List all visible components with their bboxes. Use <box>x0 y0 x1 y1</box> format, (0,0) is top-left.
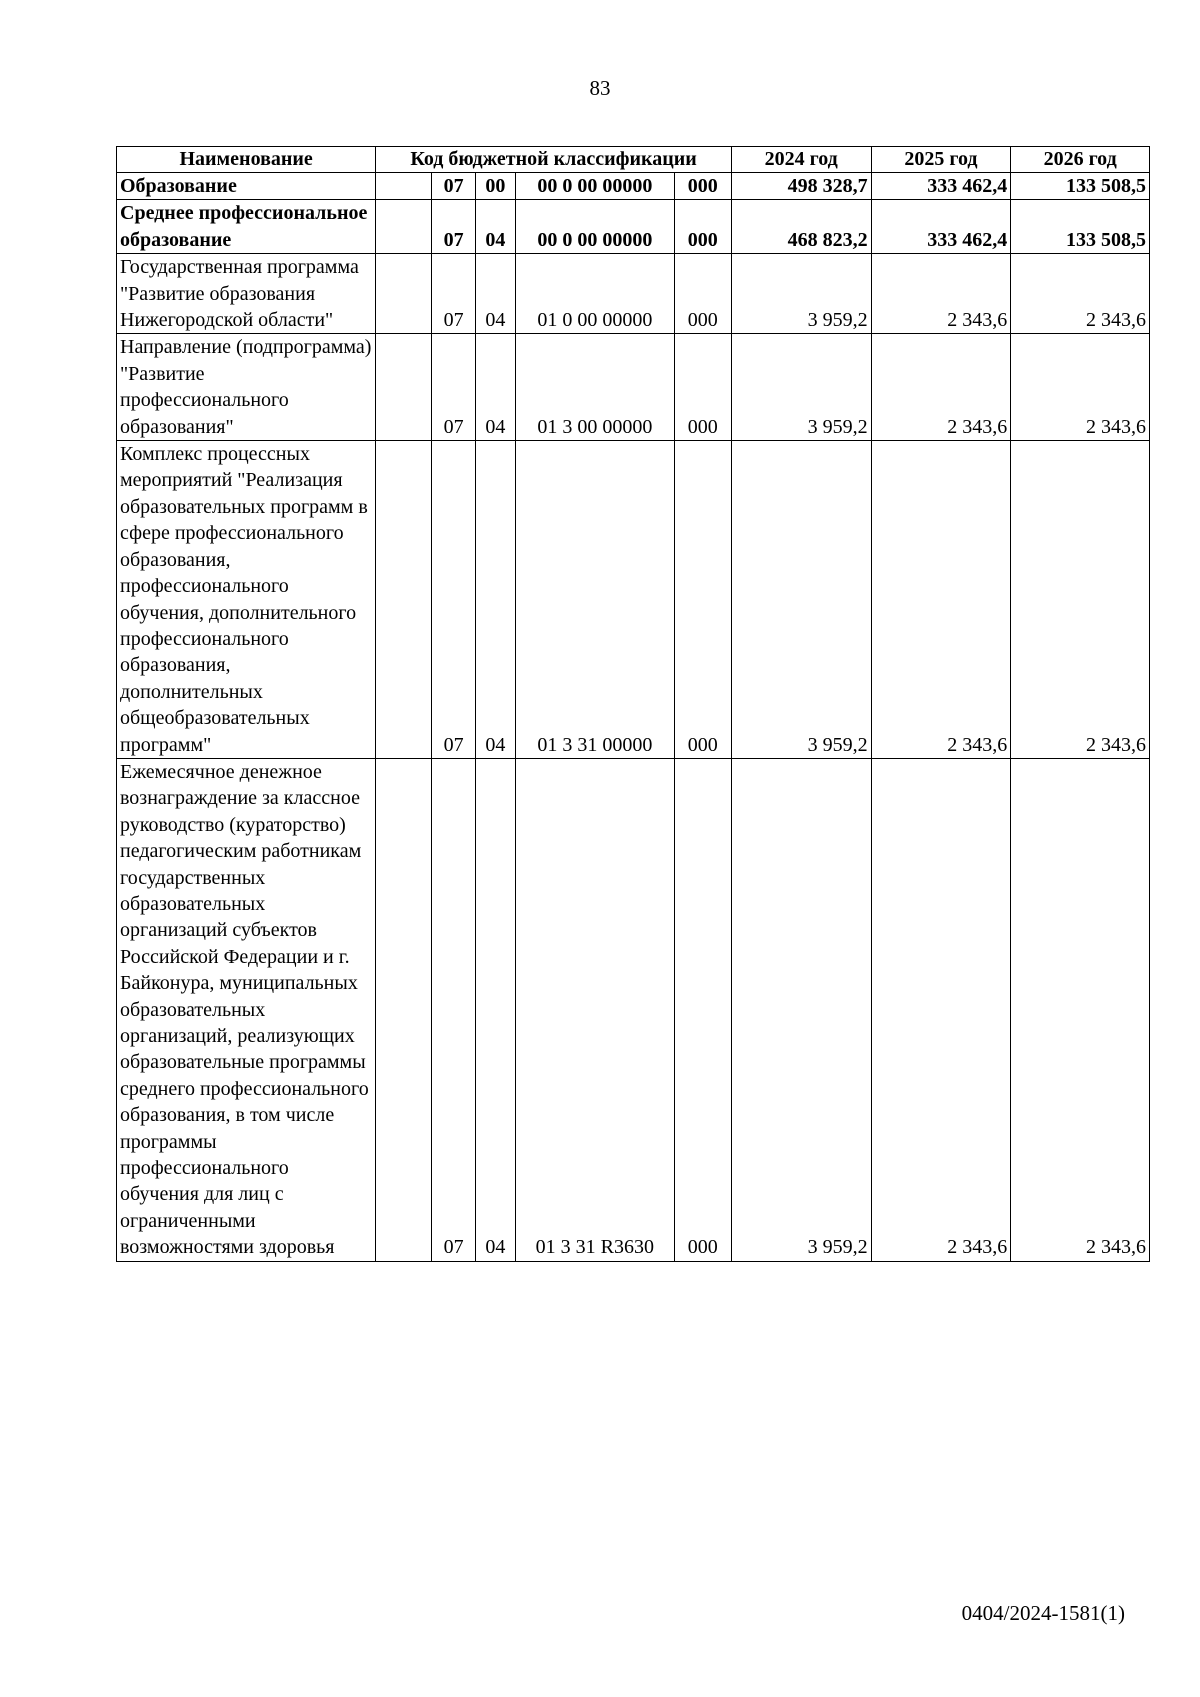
header-2024: 2024 год <box>731 147 871 173</box>
row-value-2024: 3 959,2 <box>731 758 871 1261</box>
row-blank-cell <box>376 334 432 441</box>
page-number: 83 <box>589 76 611 100</box>
row-code-target: 01 3 00 00000 <box>515 334 674 441</box>
row-code-target: 01 3 31 00000 <box>515 441 674 759</box>
row-code-target: 00 0 00 00000 <box>515 200 674 254</box>
row-name: Среднее профессиональное образование <box>117 200 376 254</box>
row-code-type: 000 <box>674 254 731 334</box>
table-row <box>117 200 1150 254</box>
header-code: Код бюджетной классификации <box>376 147 732 173</box>
row-value-2025: 2 343,6 <box>871 254 1011 334</box>
table-row <box>117 173 1150 200</box>
row-code-section: 07 <box>432 758 475 1261</box>
row-blank-cell <box>376 254 432 334</box>
row-value-2024: 468 823,2 <box>731 200 871 254</box>
row-code-section: 07 <box>432 200 475 254</box>
row-blank-cell <box>376 441 432 759</box>
row-value-2026: 2 343,6 <box>1011 758 1150 1261</box>
row-value-2024: 498 328,7 <box>731 173 871 200</box>
row-code-target: 01 0 00 00000 <box>515 254 674 334</box>
row-value-2024: 3 959,2 <box>731 254 871 334</box>
table-row <box>117 254 1150 334</box>
row-code-type: 000 <box>674 758 731 1261</box>
row-code-subsection: 00 <box>475 173 515 200</box>
row-value-2025: 2 343,6 <box>871 334 1011 441</box>
row-code-type: 000 <box>674 334 731 441</box>
row-value-2026: 133 508,5 <box>1011 173 1150 200</box>
row-value-2024: 3 959,2 <box>731 441 871 759</box>
row-code-subsection: 04 <box>475 441 515 759</box>
budget-table <box>116 146 1150 1262</box>
row-code-section: 07 <box>432 334 475 441</box>
header-name: Наименование <box>117 147 376 173</box>
row-code-subsection: 04 <box>475 758 515 1261</box>
row-name: Образование <box>117 173 376 200</box>
row-name: Направление (подпрограмма) "Развитие профессионального образования" <box>117 334 376 441</box>
row-value-2026: 133 508,5 <box>1011 200 1150 254</box>
row-blank-cell <box>376 173 432 200</box>
row-value-2026: 2 343,6 <box>1011 334 1150 441</box>
row-name: Комплекс процессных мероприятий "Реализация образовательных программ в сфере профессионального образования, профессионального обучения, дополнительного профессионального образования, дополнительных общеобразовательных программ" <box>117 441 376 759</box>
row-value-2026: 2 343,6 <box>1011 254 1150 334</box>
row-blank-cell <box>376 758 432 1261</box>
row-name: Ежемесячное денежное вознаграждение за классное руководство (кураторство) педагогическим работникам государственных образовательных организаций субъектов Российской Федерации и г. Байконура, муниципальных образовательных организаций, реализующих образовательные программы среднего профессионального образования, в том числе программы профессионального обучения для лиц с ограниченными возможностями здоровья <box>117 758 376 1261</box>
row-code-type: 000 <box>674 441 731 759</box>
row-value-2025: 2 343,6 <box>871 758 1011 1261</box>
row-code-target: 01 3 31 R3630 <box>515 758 674 1261</box>
row-value-2024: 3 959,2 <box>731 334 871 441</box>
table-header-row <box>117 147 1150 173</box>
document-number: 0404/2024-1581(1) <box>961 1601 1125 1625</box>
row-code-section: 07 <box>432 254 475 334</box>
row-code-subsection: 04 <box>475 200 515 254</box>
row-code-section: 07 <box>432 441 475 759</box>
header-2026: 2026 год <box>1011 147 1150 173</box>
row-value-2026: 2 343,6 <box>1011 441 1150 759</box>
row-value-2025: 2 343,6 <box>871 441 1011 759</box>
row-code-section: 07 <box>432 173 475 200</box>
row-code-type: 000 <box>674 173 731 200</box>
row-value-2025: 333 462,4 <box>871 200 1011 254</box>
row-code-subsection: 04 <box>475 254 515 334</box>
row-blank-cell <box>376 200 432 254</box>
row-name: Государственная программа "Развитие образования Нижегородской области" <box>117 254 376 334</box>
row-code-subsection: 04 <box>475 334 515 441</box>
header-2025: 2025 год <box>871 147 1011 173</box>
row-value-2025: 333 462,4 <box>871 173 1011 200</box>
row-code-type: 000 <box>674 200 731 254</box>
table-row <box>117 441 1150 759</box>
table-row <box>117 334 1150 441</box>
row-code-target: 00 0 00 00000 <box>515 173 674 200</box>
table-row <box>117 758 1150 1261</box>
